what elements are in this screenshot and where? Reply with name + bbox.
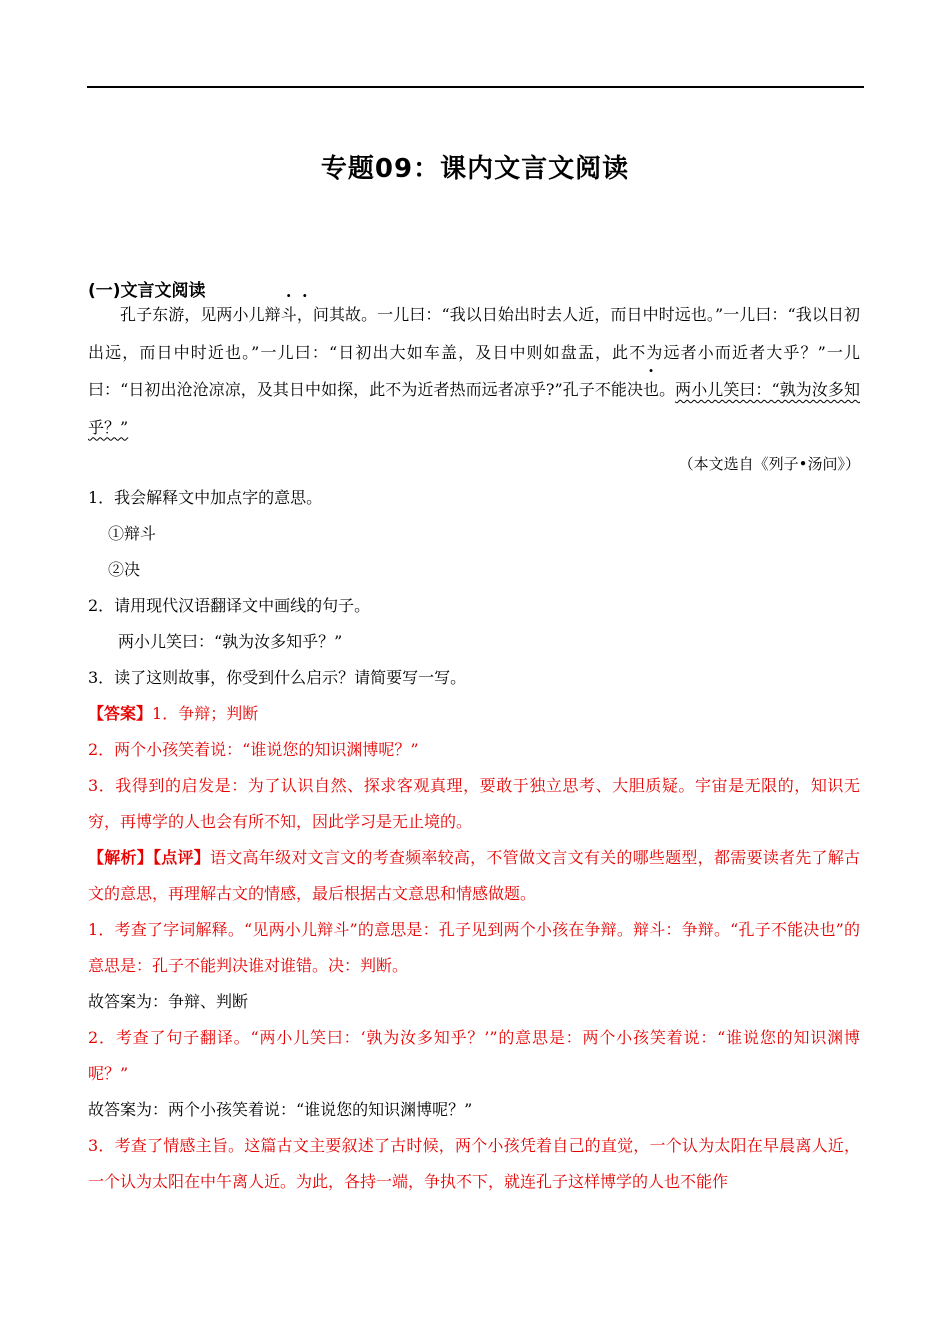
answer-tag: 【答案】 <box>88 704 153 723</box>
answer-2: 2．两个小孩笑着说：“谁说您的知识渊博呢？” <box>88 740 419 759</box>
analysis-tag: 【解析】【点评】 <box>88 848 211 867</box>
dotted-char: 决 <box>626 380 644 399</box>
explanation-1-final: 故答案为：争辩、判断 <box>88 992 249 1011</box>
answer-1 <box>88 696 860 732</box>
header-rule <box>87 86 864 88</box>
analysis-intro <box>88 840 860 912</box>
question-1-item-b: ②决 <box>108 560 141 579</box>
answer-3: 3．我得到的启发是：为了认识自然、探求客观真理，要敢于独立思考、大胆质疑。宇宙是无限的，知识无穷，再博学的人也会有所不知，因此学习是无止境的。 <box>88 776 860 831</box>
source-citation: （本文选自《列子•汤问》） <box>678 455 860 473</box>
explanation-2-final: 故答案为：两个小孩笑着说：“谁说您的知识渊博呢？” <box>88 1100 473 1119</box>
analysis-text: 语文高年级对文言文的考查频率较高，不管做文言文有关的哪些题型，都需要读者先了解古文的意思，再理解古文的情感，最后根据古文意思和情感做题。 <box>88 848 860 903</box>
passage-text: ，问其故。一儿曰：“我以日始出时去人近，而日中时远也。”一儿曰：“我以日初出远，而日中时近也。”一儿曰：“日初出大如车盖，及日中则如盘盂，此不为远者小而近者大乎？”一儿曰：“日初出沧沧凉凉，及其日中如探，此不为近者热而远者凉乎?”孔子不能 <box>88 305 860 399</box>
question-1: 1．我会解释文中加点字的意思。 <box>88 488 323 507</box>
dotted-char: 斗 <box>280 305 297 324</box>
analysis-block <box>88 840 860 1200</box>
answer-block <box>88 696 860 840</box>
dotted-char: 辩 <box>264 305 281 324</box>
passage-text: 孔子东游，见两小儿 <box>120 305 265 324</box>
explanation-2: 2．考查了句子翻译。“两小儿笑曰：‘孰为汝多知乎？’”的意思是：两个小孩笑着说：“谁说您的知识渊博呢？” <box>88 1028 860 1083</box>
passage-paragraph <box>88 296 860 446</box>
question-2: 2．请用现代汉语翻译文中画线的句子。 <box>88 596 371 615</box>
page-title: 专题09：课内文言文阅读 <box>320 154 630 184</box>
question-3: 3．读了这则故事，你受到什么启示？请简要写一写。 <box>88 668 467 687</box>
wavy-underlined-sentence: 两小儿笑曰：“孰为汝多知乎？” <box>88 380 860 437</box>
explanation-3: 3．考查了情感主旨。这篇古文主要叙述了古时候，两个小孩凭着自己的直觉，一个认为太阳在早晨离人近，一个认为太阳在中午离人近。为此，各持一端，争执不下，就连孔子这样博学的人也不能作 <box>88 1136 860 1191</box>
question-1-item-a: ①辩斗 <box>108 524 157 543</box>
questions-block <box>88 480 860 696</box>
passage-text: 也。 <box>643 380 676 399</box>
answer-text: 1．争辩；判断 <box>152 704 259 723</box>
classical-passage <box>88 296 860 446</box>
question-2-sentence: 两小儿笑曰：“孰为汝多知乎？” <box>118 632 343 651</box>
explanation-1: 1．考查了字词解释。“见两小儿辩斗”的意思是：孔子见到两个小孩在争辩。辩斗：争辩。“孔子不能决也”的意思是：孔子不能判决谁对谁错。决：判断。 <box>88 920 860 975</box>
section-heading: (一)文言文阅读 <box>88 281 206 301</box>
